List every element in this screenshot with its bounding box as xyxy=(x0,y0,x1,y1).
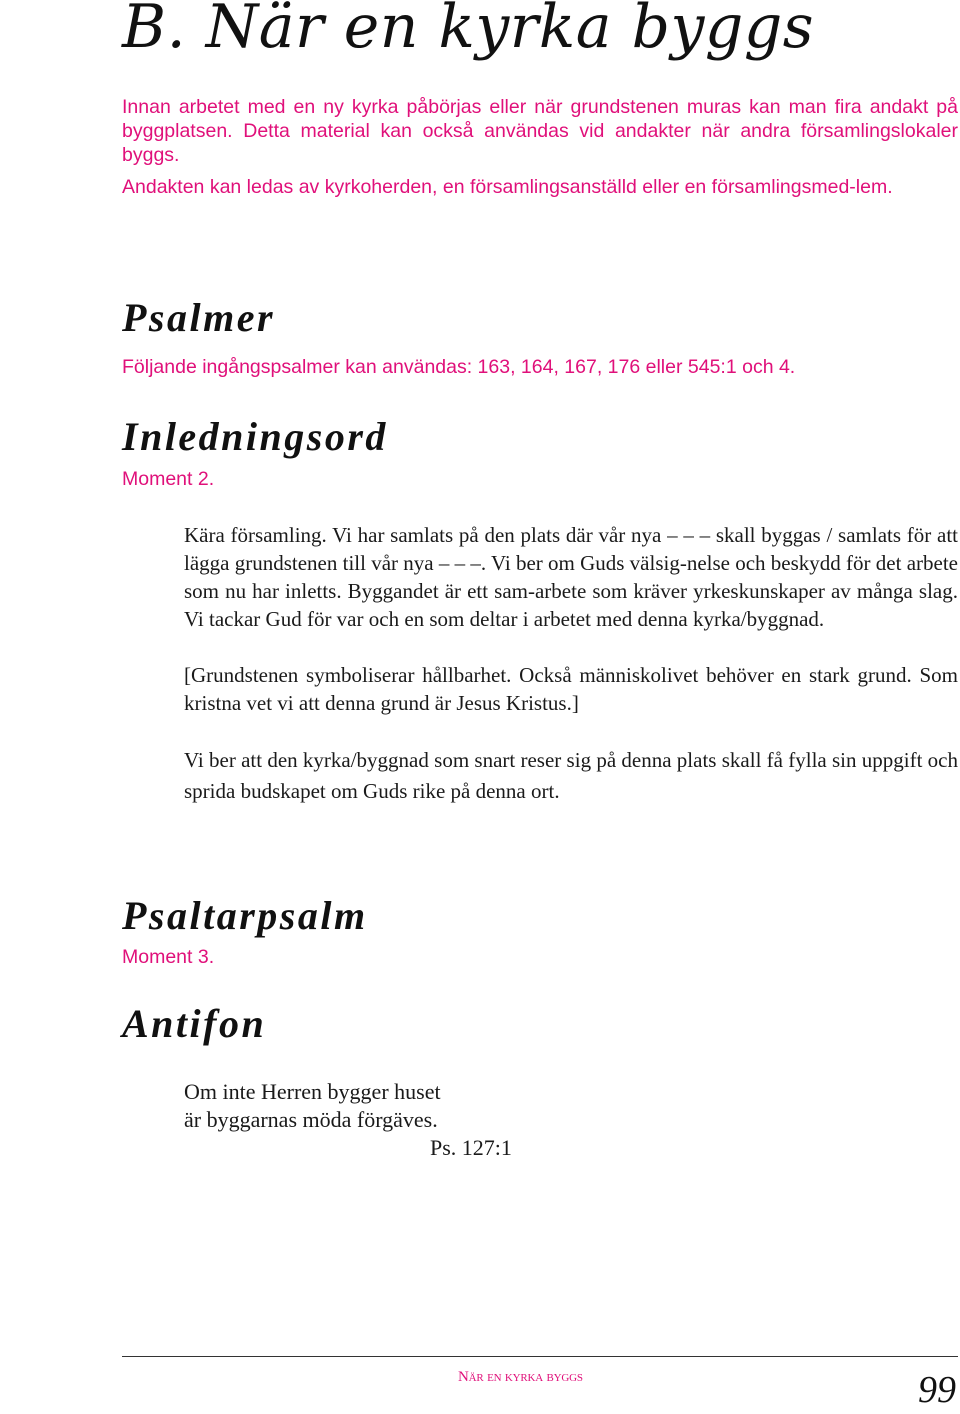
intro-text xyxy=(122,95,958,199)
section-heading-inledningsord: Inledningsord xyxy=(122,414,388,459)
psalmer-text: Följande ingångspsalmer kan användas: 163, 164, 167, 176 eller 545:1 och 4. xyxy=(122,356,796,378)
section-heading-psaltarpsalm: Psaltarpsalm xyxy=(122,893,368,938)
moment-label: Moment 2. xyxy=(122,468,215,490)
inledningsord-body xyxy=(184,521,958,807)
moment-label: Moment 3. xyxy=(122,946,215,968)
page-number: 99 xyxy=(918,1369,956,1411)
body-paragraph: [Grundstenen symboliserar hållbarhet. Också människolivet behöver en stark grund. Som kristna vet vi att denna grund är Jesus Kristus.] xyxy=(184,663,958,715)
body-paragraph: Kära församling. Vi har samlats på den plats där vår nya – – – skall byggas / samlats för att lägga grundstenen till vår nya – – –. Vi ber om Guds välsig-nelse och beskydd för det arbete som nu har inletts. Byggandet är ett sam-arbete som kräver yrkeskunskaper av många slag. Vi tackar Gud för var och en som deltar i arbetet med denna kyrka/byggnad. xyxy=(184,523,958,631)
intro-paragraph: Innan arbetet med en ny kyrka påbörjas eller när grundstenen muras kan man fira andakt på byggplatsen. Detta material kan också användas vid andakter när andra församlingslokaler byggs. xyxy=(122,96,958,166)
verse-line: är byggarnas möda förgäves. xyxy=(184,1107,438,1132)
intro-paragraph: Andakten kan ledas av kyrkoherden, en församlingsanställd eller en församlingsmed-lem. xyxy=(122,176,893,198)
section-heading-antifon: Antifon xyxy=(122,1001,267,1046)
scripture-reference: Ps. 127:1 xyxy=(430,1135,512,1160)
section-heading-psalmer: Psalmer xyxy=(122,295,276,340)
verse-line: Om inte Herren bygger huset xyxy=(184,1079,441,1104)
page-title: B. När en kyrka byggs xyxy=(122,0,815,62)
running-title: När en kyrka byggs xyxy=(458,1369,583,1385)
body-paragraph: Vi ber att den kyrka/byggnad som snart reser sig på denna plats skall få fylla sin uppgift och sprida budskapet om Guds rike på denna ort. xyxy=(184,748,958,803)
antifon-verse xyxy=(184,1078,512,1162)
footer-divider xyxy=(122,1356,958,1357)
